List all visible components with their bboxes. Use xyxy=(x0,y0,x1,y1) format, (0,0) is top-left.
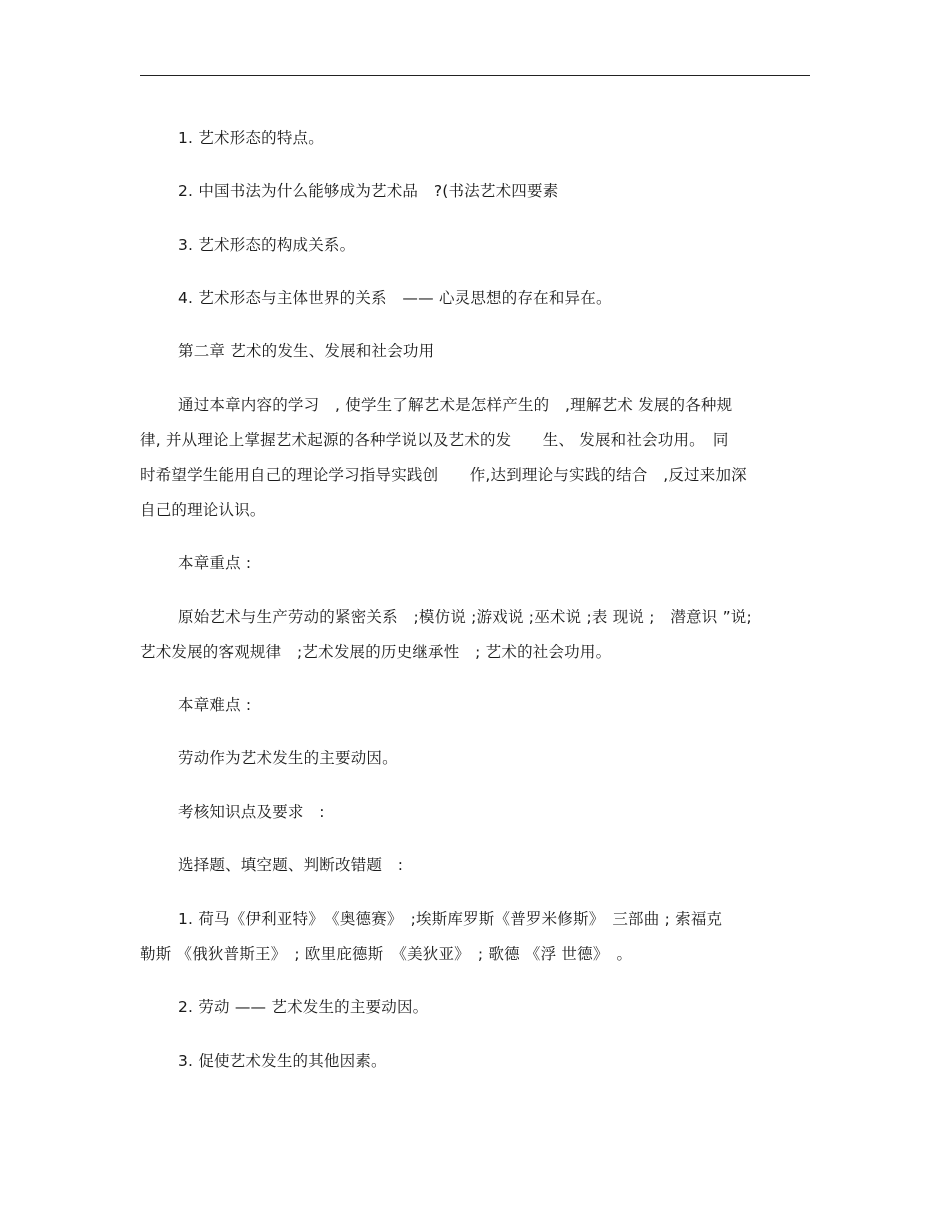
key-points-line: 艺术发展的客观规律 ;艺术发展的历史继承性 ; 艺术的社会功用。 xyxy=(140,643,612,661)
key-points-line: 原始艺术与生产劳动的紧密关系 ;模仿说 ;游戏说 ;巫术说 ;表 现说 ; 潜意识 ”说; xyxy=(178,608,752,626)
list-item: 1. 荷马《伊利亚特》 《奥德赛》 ;埃斯库罗斯《普罗米修斯》 三部曲 ; 索福克 xyxy=(178,910,723,928)
intro-paragraph-line: 自己的理论认识。 xyxy=(140,501,266,519)
intro-paragraph-line: 律, 并从理论上掌握艺术起源的各种学说以及艺术的发 生、 发展和社会功用。 同 xyxy=(140,431,729,449)
list-item: 1. 艺术形态的特点。 xyxy=(178,129,324,147)
list-item: 2. 中国书法为什么能够成为艺术品 ?(书法艺术四要素 xyxy=(178,182,559,200)
question-types: 选择题、填空题、判断改错题 : xyxy=(178,856,404,874)
difficulty-heading: 本章难点 : xyxy=(178,696,252,714)
difficulty-text: 劳动作为艺术发生的主要动因。 xyxy=(178,749,398,767)
list-item: 3. 艺术形态的构成关系。 xyxy=(178,236,356,254)
list-item: 2. 劳动 —— 艺术发生的主要动因。 xyxy=(178,998,429,1016)
list-item: 4. 艺术形态与主体世界的关系 —— 心灵思想的存在和异在。 xyxy=(178,289,612,307)
chapter-title: 第二章 艺术的发生、发展和社会功用 xyxy=(178,342,435,360)
list-item-continuation: 勒斯 《俄狄普斯王》 ; 欧里庇德斯 《美狄亚》 ; 歌德 《浮 世德》 。 xyxy=(140,945,633,963)
list-item: 3. 促使艺术发生的其他因素。 xyxy=(178,1052,387,1070)
intro-paragraph-line: 时希望学生能用自己的理论学习指导实践创 作,达到理论与实践的结合 ,反过来加深 xyxy=(140,466,747,484)
assessment-heading: 考核知识点及要求 : xyxy=(178,803,325,821)
header-rule xyxy=(140,75,810,76)
key-points-heading: 本章重点 : xyxy=(178,554,252,572)
intro-paragraph-line: 通过本章内容的学习 , 使学生了解艺术是怎样产生的 ,理解艺术 发展的各种规 xyxy=(178,396,733,414)
